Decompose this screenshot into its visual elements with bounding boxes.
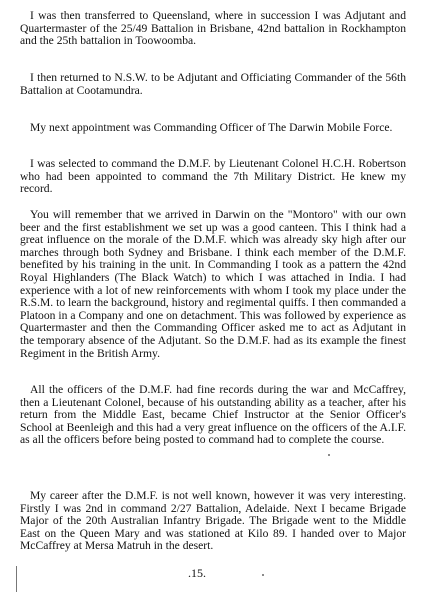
paragraph-career: My career after the D.M.F. is not well known, however it was very interesting. Firstly I was 2nd in command 2/27 Battalion, Adelaide. Next I became Brigade Major of the 20th Australian Infantry Brigade. The Brigade went to the Middle East on the Queen Mary and was stationed at Kilo 89. I handed over to Major McCaffrey at Mersa Matruh in the desert. — [20, 489, 406, 553]
paragraph-queensland: I was then transferred to Queensland, where in succession I was Adjutant and Quartermaster of the 25/49 Battalion in Brisbane, 42nd battalion in Rockhampton and the 25th battalion in Toowoomba. — [20, 9, 406, 48]
paragraph-selected: I was selected to command the D.M.F. by Lieutenant Colonel H.C.H. Robertson who had been appointed to command the 7th Military District. He knew my record. — [20, 157, 406, 196]
paragraph-nsw: I then returned to N.S.W. to be Adjutant and Officiating Commander of the 56th Battalion at Cootamundra. — [20, 71, 406, 97]
paragraph-officers: All the officers of the D.M.F. had fine records during the war and McCaffrey, then a Lieutenant Colonel, because of his outstanding ability as a teacher, after his return from the Middle East, became Chief Instructor at the Senior Officer's School at Beenleigh and this had a very great influence on the officers of the A.I.F. as all the officers before being posted to command had to complete the course. — [20, 383, 406, 447]
scan-speck — [328, 454, 330, 456]
scan-margin-mark — [16, 566, 17, 592]
paragraph-darwin: You will remember that we arrived in Darwin on the "Montoro" with our own beer and the first establishment we set up was a good canteen. This I think had a great influence on the morale of the D.M.F. which was already sky high after our marches through both Sydney and Brisbane. I think each member of the D.M.F. benefited by his training in the unit. In Commanding I took as a pattern the 42nd Royal Highlanders (The Black Watch) to which I was attached in India. I had experience with a lot of new reinforcements with whom I took my place under the R.S.M. to learn the background, history and regimental quiffs. I then commanded a Platoon in a Company and one on detachment. This was followed by experience as Quartermaster and then the Commanding Officer asked me to act as Adjutant in the temporary absence of the Adjutant. So the D.M.F. had as its example the finest Regiment in the British Army. — [20, 208, 406, 360]
paragraph-next-appointment: My next appointment was Commanding Officer of The Darwin Mobile Force. — [30, 121, 393, 134]
page-number: .15. — [188, 566, 206, 580]
scan-speck — [262, 574, 264, 576]
